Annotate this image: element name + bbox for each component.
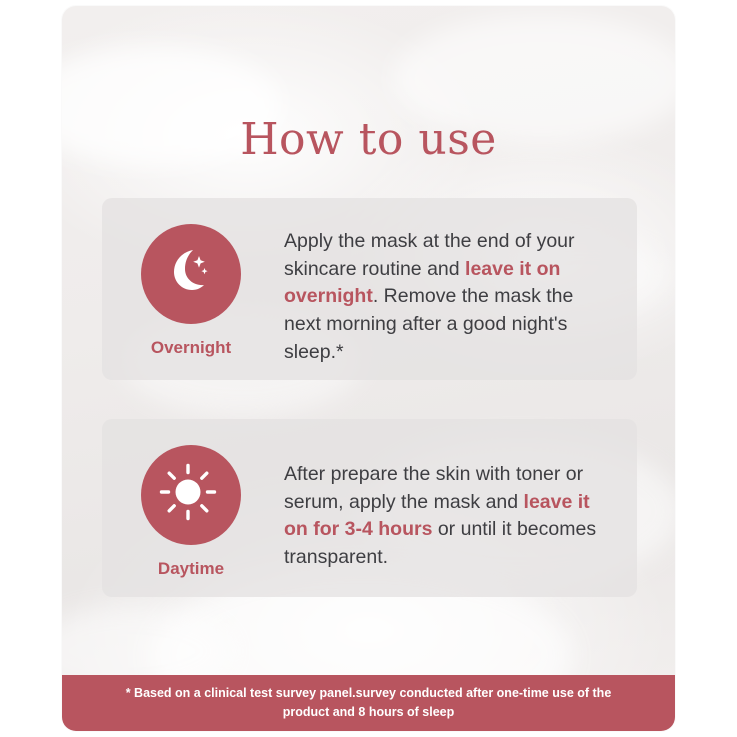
icon-badge-overnight (141, 224, 241, 324)
step-icon-column-daytime (126, 445, 256, 579)
step-text-part: After prepare the skin with toner or serum, apply the mask and (284, 463, 584, 513)
step-label-daytime: Daytime (157, 559, 225, 578)
step-text-part: or until it becomes transparent. (284, 518, 597, 569)
step-text-highlight: leave it on overnight (284, 257, 561, 308)
step-text-part: Apply the mask at the end of your skincare routine and (284, 230, 575, 280)
moon-stars-icon (163, 246, 211, 294)
sun-icon (159, 463, 217, 521)
step-card-daytime (102, 419, 637, 597)
step-text-overnight (284, 228, 615, 366)
content-card (62, 6, 675, 731)
step-label-overnight: Overnight (150, 338, 232, 357)
step-text-highlight: leave it on for 3-4 hours (284, 490, 590, 541)
step-card-overnight (102, 198, 637, 380)
step-icon-column-overnight (126, 224, 256, 358)
footer-disclaimer: * Based on a clinical test survey panel.survey conducted after one-time use of the product and 8 hours of sleep (62, 675, 675, 731)
page-title: How to use (240, 114, 497, 165)
step-text-daytime (284, 461, 615, 572)
step-text-part: . Remove the mask the next morning after a good night's sleep.* (284, 285, 574, 363)
icon-badge-daytime (141, 445, 241, 545)
